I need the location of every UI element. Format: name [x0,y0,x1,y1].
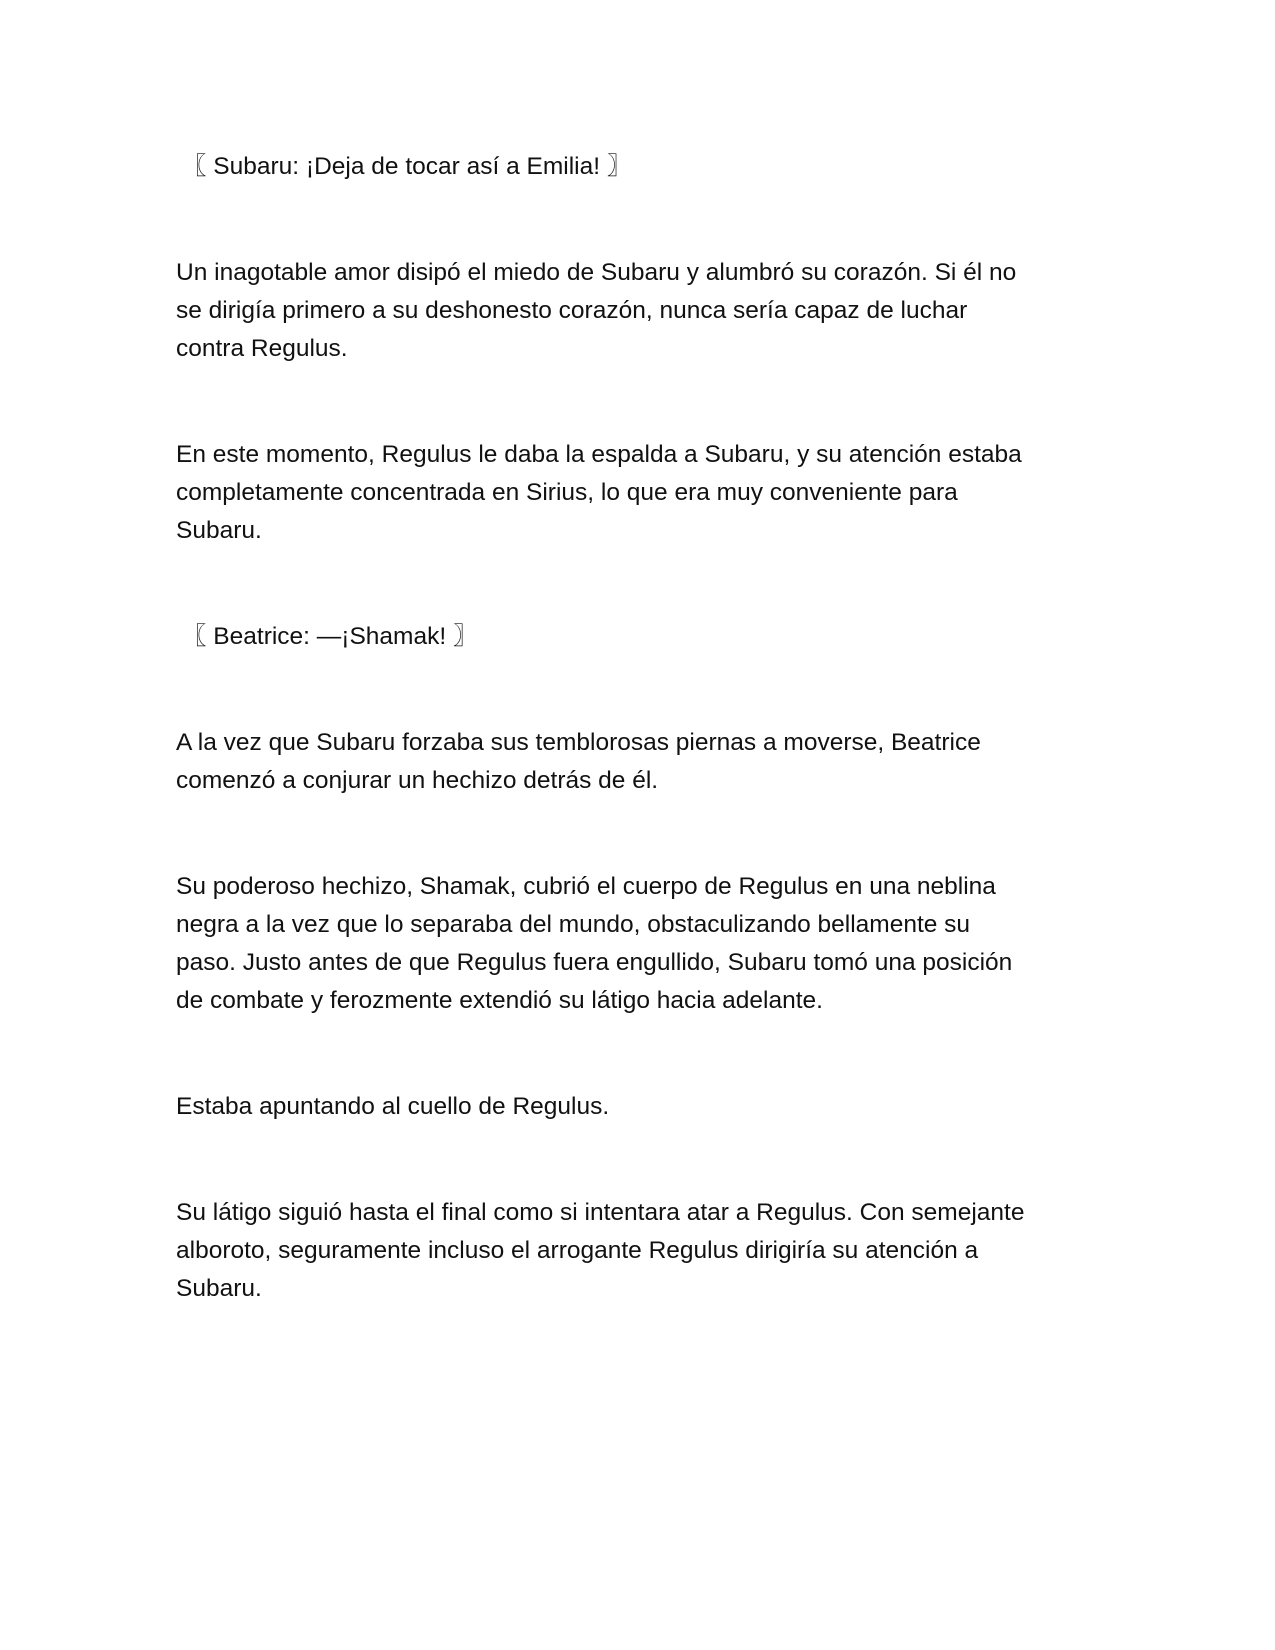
dialogue-subaru: 〖 Subaru: ¡Deja de tocar así a Emilia! 〗 [182,153,632,180]
paragraph-piernas: A la vez que Subaru forzaba sus temblorosas piernas a moverse, Beatrice comenzó a conjurar un hechizo detrás de él. [176,729,981,794]
paragraph-cuello: Estaba apuntando al cuello de Regulus. [176,1093,610,1120]
dialogue-beatrice: 〖 Beatrice: —¡Shamak! 〗 [182,623,478,650]
paragraph-latigo: Su látigo siguió hasta el final como si intentara atar a Regulus. Con semejante alboroto, seguramente incluso el arrogante Regulus dirigiría su atención a Subaru. [176,1199,1025,1302]
paragraph-amor: Un inagotable amor disipó el miedo de Subaru y alumbró su corazón. Si él no se dirigía primero a su deshonesto corazón, nunca sería capaz de luchar contra Regulus. [176,259,1017,362]
paragraph-momento: En este momento, Regulus le daba la espalda a Subaru, y su atención estaba completamente concentrada en Sirius, lo que era muy conveniente para Subaru. [176,441,1022,544]
paragraph-shamak: Su poderoso hechizo, Shamak, cubrió el cuerpo de Regulus en una neblina negra a la vez que lo separaba del mundo, obstaculizando bellamente su paso. Justo antes de que Regulus fuera engullido, Subaru tomó una posición de combate y ferozmente extendió su látigo hacia adelante. [176,873,1013,1014]
